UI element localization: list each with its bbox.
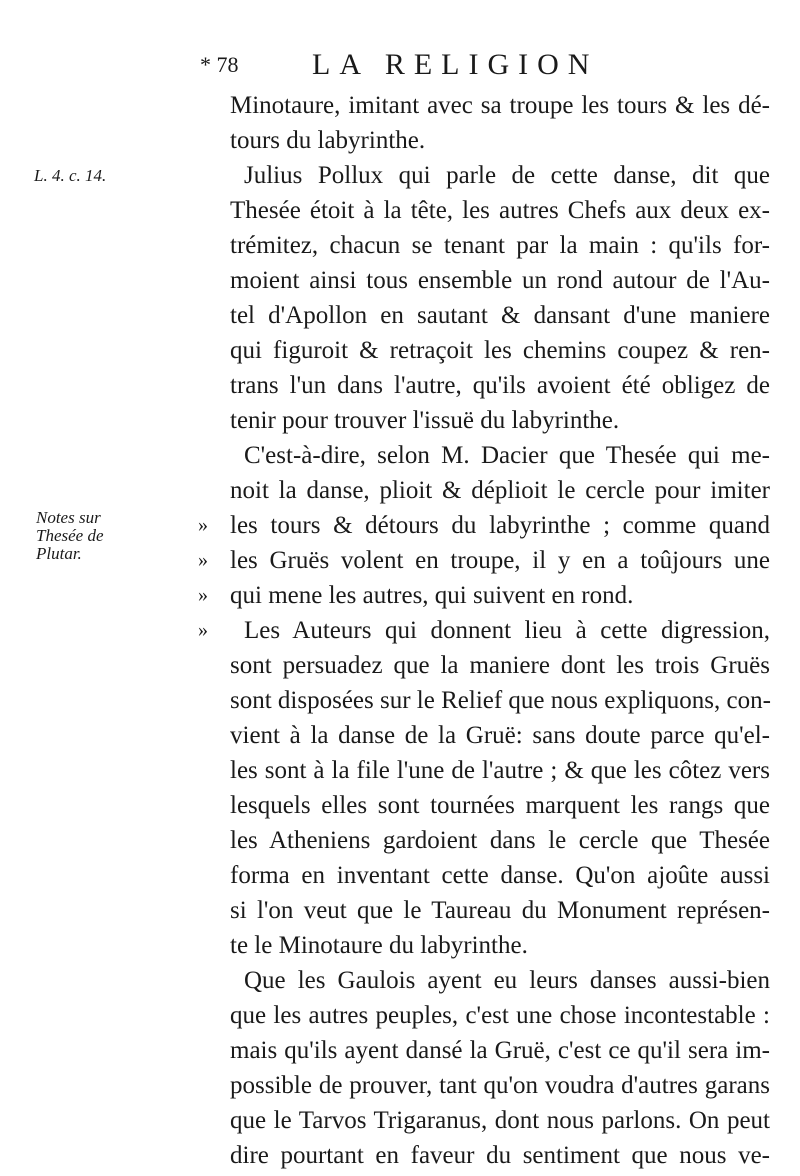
text-line: sont disposées sur le Relief que nous expliquons, con- — [230, 687, 771, 714]
quote-mark: » — [198, 549, 208, 571]
text-line: tours du labyrinthe. — [230, 127, 426, 154]
margin-note-reference: L. 4. c. 14. — [34, 166, 107, 185]
paragraph-start-line: Les Auteurs qui donnent lieu à cette digression, — [244, 617, 770, 644]
body-text — [230, 88, 770, 1173]
text-line: dire pourtant en faveur du sentiment que nous ve- — [230, 1142, 770, 1169]
text-line: tenir pour trouver l'issuë du labyrinthe. — [230, 407, 620, 434]
text-line: les Atheniens gardoient dans le cercle que Thesée — [230, 827, 770, 854]
running-title: LA RELIGION — [312, 48, 599, 81]
text-line: sont persuadez que la maniere dont les trois Gruës — [230, 652, 770, 679]
text-line: trémitez, chacun se tenant par la main : qu'ils for- — [230, 232, 770, 259]
text-line: mais qu'ils ayent dansé la Gruë, c'est ce qu'il sera im- — [230, 1037, 770, 1064]
text-line: vient à la danse de la Gruë: sans doute parce qu'el- — [230, 722, 770, 749]
text-line: qui figuroit & retraçoit les chemins coupez & ren- — [230, 337, 770, 364]
text-line: te le Minotaure du labyrinthe. — [230, 932, 528, 959]
margin-note-line: Thesée de — [36, 526, 104, 545]
text-line: Thesée étoit à la tête, les autres Chefs aux deux ex- — [230, 197, 770, 224]
text-line: forma en inventant cette danse. Qu'on ajoûte aussi — [230, 862, 770, 889]
running-header — [200, 48, 760, 92]
page-number: * 78 — [200, 52, 239, 77]
text-line: trans l'un dans l'autre, qu'ils avoient été obligez de — [230, 372, 770, 399]
margin-note-source — [36, 509, 104, 563]
paragraph-start-line: Que les Gaulois ayent eu leurs danses aussi-bien — [244, 967, 770, 994]
quoted-line: les tours & détours du labyrinthe ; comme quand — [230, 512, 770, 539]
paragraph-start-line: C'est-à-dire, selon M. Dacier que Thesée qui me- — [244, 442, 770, 469]
text-line: que le Tarvos Trigaranus, dont nous parlons. On peut — [230, 1107, 770, 1134]
quote-mark: » — [198, 514, 208, 536]
text-line: les sont à la file l'une de l'autre ; & que les côtez vers — [230, 757, 770, 784]
text-line: Minotaure, imitant avec sa troupe les tours & les dé- — [230, 92, 770, 119]
quote-mark: » — [198, 619, 208, 641]
text-line: possible de prouver, tant qu'on voudra d'autres garans — [230, 1072, 770, 1099]
paragraph-start-line: Julius Pollux qui parle de cette danse, dit que — [244, 162, 770, 189]
margin-note-line: Notes sur — [36, 508, 101, 527]
margin-note-line: Plutar. — [36, 544, 82, 563]
quote-mark: » — [198, 584, 208, 606]
quoted-line: qui mene les autres, qui suivent en rond. — [230, 582, 634, 609]
quoted-line: les Gruës volent en troupe, il y en a toûjours une — [230, 547, 770, 574]
text-line: tel d'Apollon en sautant & dansant d'une maniere — [230, 302, 770, 329]
text-line: moient ainsi tous ensemble un rond autour de l'Au- — [230, 267, 770, 294]
text-line: si l'on veut que le Taureau du Monument représen- — [230, 897, 770, 924]
quotation-marks — [198, 508, 208, 648]
text-line: lesquels elles sont tournées marquent les rangs que — [230, 792, 770, 819]
quoted-line: noit la danse, plioit & déplioit le cercle pour imiter — [230, 477, 770, 504]
text-line: que les autres peuples, c'est une chose incontestable : — [230, 1002, 770, 1029]
